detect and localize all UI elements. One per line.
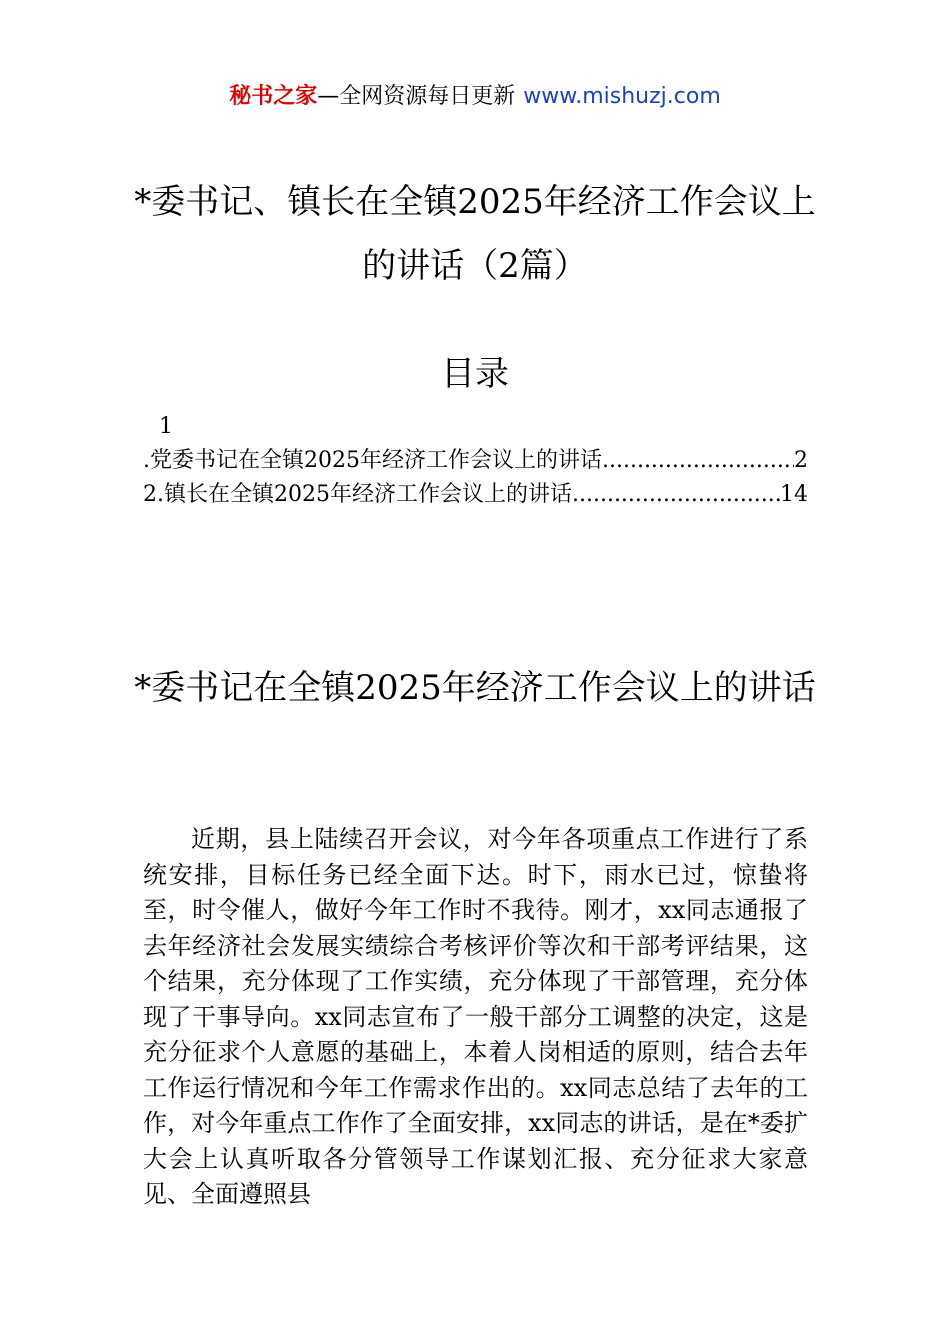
section-title: *委书记在全镇2025年经济工作会议上的讲话: [134, 668, 816, 708]
toc-entry-number: 1: [159, 414, 173, 439]
toc-leader-dots: [572, 478, 780, 512]
document-title: *委书记、镇长在全镇2025年经济工作会议上的讲话（2篇）: [134, 182, 816, 286]
toc-entry-2[interactable]: [143, 478, 808, 512]
table-of-contents: [143, 410, 808, 512]
site-banner: [0, 80, 950, 114]
toc-entry-page: 14: [780, 482, 808, 507]
toc-entry-page: 2: [794, 448, 808, 473]
toc-leader-dots: [602, 444, 794, 478]
toc-entry-label: 2.镇长在全镇2025年经济工作会议上的讲话: [143, 482, 572, 507]
toc-heading: 目录: [441, 354, 509, 394]
toc-entry-1[interactable]: [143, 444, 808, 478]
brand-name: 秘书之家: [229, 84, 318, 109]
toc-entry-label: .党委书记在全镇2025年经济工作会议上的讲话: [143, 448, 602, 473]
site-url-link[interactable]: www.mishuzj.com: [523, 84, 721, 109]
banner-dash: —: [317, 84, 340, 109]
banner-slogan: 全网资源每日更新: [339, 84, 516, 109]
body-paragraph: 近期，县上陆续召开会议，对今年各项重点工作进行了系统安排，目标任务已经全面下达。时下，雨水已过，惊蛰将至，时令催人，做好今年工作时不我待。刚才，xx同志通报了去年经济社会发展实绩综合考核评价等次和干部考评结果，这个结果，充分体现了工作实绩，充分体现了干部管理，充分体现了干事导向。xx同志宣布了一般干部分工调整的决定，这是充分征求个人意愿的基础上，本着人岗相适的原则，结合去年工作运行情况和今年工作需求作出的。xx同志总结了去年的工作，对今年重点工作作了全面安排，xx同志的讲话，是在*委扩大会上认真听取各分管领导工作谋划汇报、充分征求大家意见、全面遵照县: [143, 825, 808, 1208]
